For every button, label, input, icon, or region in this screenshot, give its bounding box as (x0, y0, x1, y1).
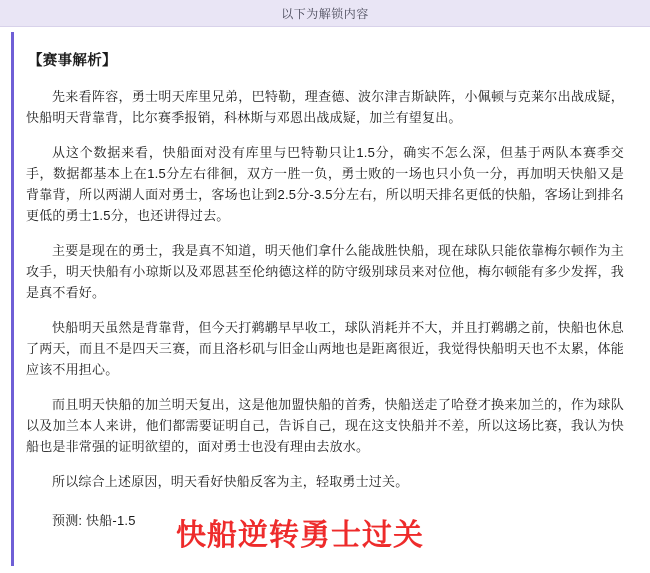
paragraph-back-to-back: 快船明天虽然是背靠背，但今天打鹈鹕早早收工，球队消耗并不大，并且打鹈鹕之前，快船也休息了两天，而且不是四天三赛，而且洛杉矶与旧金山两地也是距离很近，我觉得快船明天也不太累，体能应该不用担心。 (26, 320, 624, 377)
paragraph-garland-debut: 而且明天快船的加兰明天复出，这是他加盟快船的首秀，快船送走了哈登才换来加兰的，作为球队以及加兰本人来讲，他们都需要证明自己，告诉自己，现在这支快船并不差，所以这场比赛，我认为快船也是非常强的证明欲望的，面对勇士也没有理由去放水。 (26, 397, 624, 454)
unlock-banner-label: 以下为解锁内容 (281, 6, 369, 21)
paragraph-lineup: 先来看阵容，勇士明天库里兄弟，巴特勒，理查德、波尔津吉斯缺阵，小佩顿与克莱尔出战成疑，快船明天背靠背，比尔赛季报销，科林斯与邓恩出战成疑，加兰有望复出。 (26, 89, 624, 125)
overlay-headline: 快船逆转勇士过关 (176, 519, 424, 552)
prediction-row (26, 510, 624, 568)
document-content (0, 27, 650, 568)
paragraph-conclusion: 所以综合上述原因，明天看好快船反客为主，轻取勇士过关。 (52, 474, 409, 489)
prediction-label: 预测: 快船-1.5 (52, 513, 136, 528)
page-title: 【赛事解析】 (28, 53, 117, 69)
paragraph-warriors-outlook: 主要是现在的勇士，我是真不知道，明天他们拿什么能战胜快船，现在球队只能依靠梅尔顿作为主攻手，明天快船有小琼斯以及邓恩甚至伦纳德这样的防守级别球员来对位他，梅尔顿能有多少发挥，我是真不看好。 (26, 243, 624, 300)
unlock-banner (0, 0, 650, 27)
paragraph-odds-analysis: 从这个数据来看，快船面对没有库里与巴特勒只让1.5分，确实不怎么深，但基于两队本赛季交手，数据都基本上在1.5分左右徘徊，双方一胜一负，勇士败的一场也只小负一分，再加明天快船又是背靠背，所以两湖人面对勇士，客场也让到2.5分-3.5分左右，所以明天排名更低的快船，客场让到排名更低的勇士1.5分，也还讲得过去。 (26, 145, 624, 223)
